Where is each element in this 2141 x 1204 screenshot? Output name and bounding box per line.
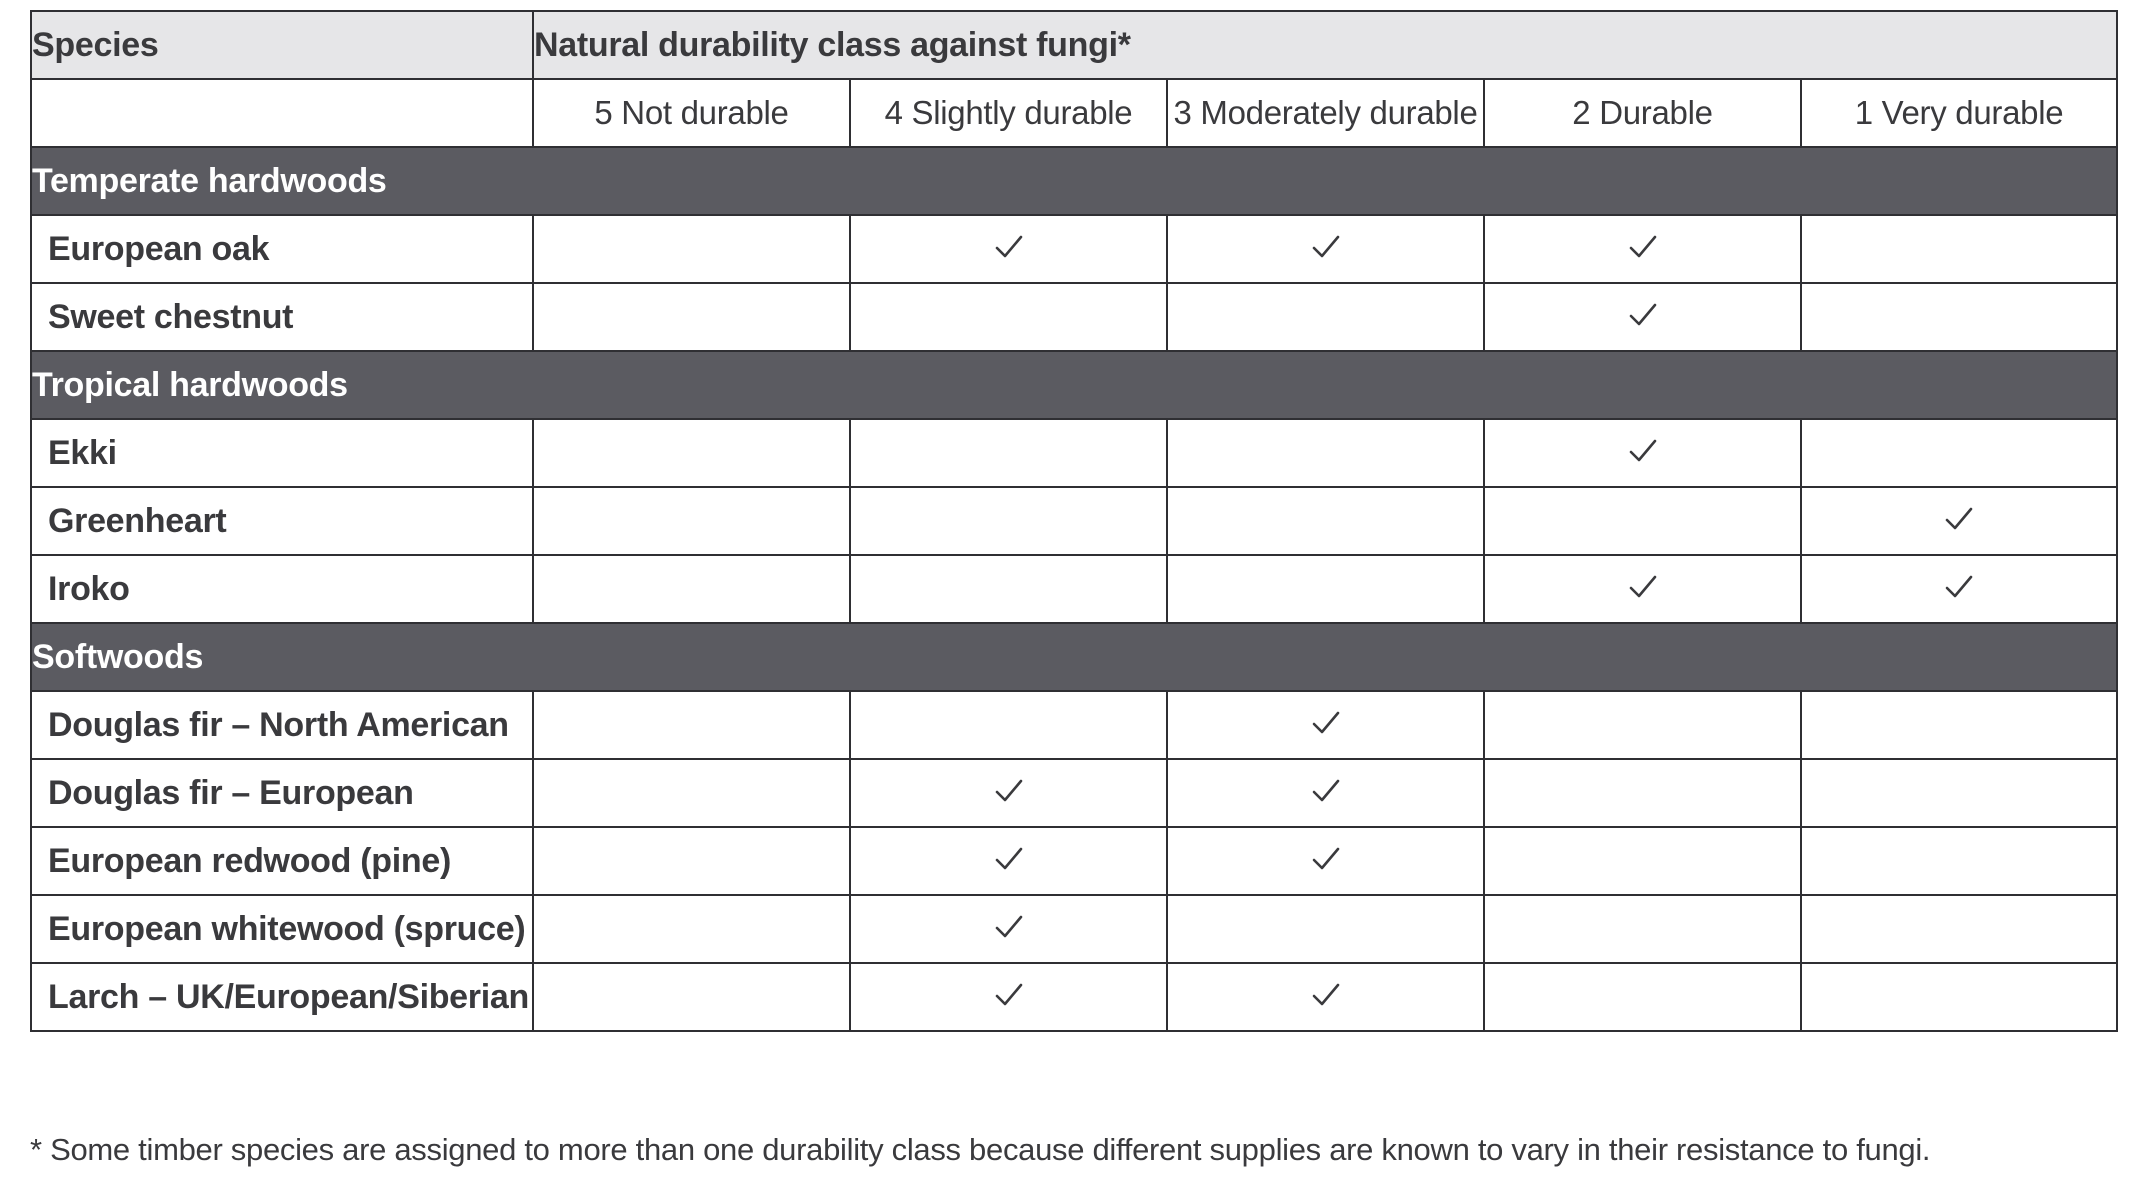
durability-cell xyxy=(1484,963,1801,1031)
species-name: Greenheart xyxy=(31,487,533,555)
durability-cell xyxy=(850,215,1167,283)
table-body xyxy=(31,147,2117,1031)
durability-cell xyxy=(850,963,1167,1031)
durability-cell xyxy=(1801,827,2117,895)
durability-cell xyxy=(850,487,1167,555)
check-icon xyxy=(1311,233,1341,261)
durability-cell xyxy=(533,963,850,1031)
durability-cell xyxy=(1801,487,2117,555)
durability-cell xyxy=(1167,827,1484,895)
check-icon xyxy=(1311,777,1341,805)
table-row xyxy=(31,963,2117,1031)
durability-cell xyxy=(1484,691,1801,759)
species-name: Larch – UK/European/Siberian xyxy=(31,963,533,1031)
check-icon xyxy=(994,913,1024,941)
footnote: * Some timber species are assigned to more than one durability class because different supplies are known to vary in their resistance to fungi. xyxy=(30,1132,1931,1167)
durability-class-header: Natural durability class against fungi* xyxy=(533,11,2117,79)
durability-cell xyxy=(1484,555,1801,623)
durability-cell xyxy=(533,283,850,351)
durability-table xyxy=(30,10,2118,1032)
check-icon xyxy=(1628,573,1658,601)
durability-cell xyxy=(1484,487,1801,555)
species-name: Douglas fir – European xyxy=(31,759,533,827)
check-icon xyxy=(1311,709,1341,737)
species-name: European oak xyxy=(31,215,533,283)
durability-cell xyxy=(1484,895,1801,963)
durability-cell xyxy=(1484,827,1801,895)
group-header-row xyxy=(31,351,2117,419)
check-icon xyxy=(1628,437,1658,465)
durability-cell xyxy=(1801,555,2117,623)
durability-cell xyxy=(1801,283,2117,351)
empty-corner-cell xyxy=(31,79,533,147)
check-icon xyxy=(1944,573,1974,601)
durability-cell xyxy=(1801,215,2117,283)
group-title: Tropical hardwoods xyxy=(31,351,2117,419)
species-name: European redwood (pine) xyxy=(31,827,533,895)
group-title: Softwoods xyxy=(31,623,2117,691)
table-row xyxy=(31,895,2117,963)
check-icon xyxy=(1311,981,1341,1009)
class-label: 2 Durable xyxy=(1484,79,1801,147)
durability-cell xyxy=(1167,895,1484,963)
table-row xyxy=(31,487,2117,555)
durability-cell xyxy=(850,419,1167,487)
durability-cell xyxy=(533,419,850,487)
check-icon xyxy=(1944,505,1974,533)
species-header: Species xyxy=(31,11,533,79)
durability-cell xyxy=(533,555,850,623)
check-icon xyxy=(994,777,1024,805)
durability-cell xyxy=(850,283,1167,351)
durability-cell xyxy=(1167,691,1484,759)
durability-cell xyxy=(1167,487,1484,555)
durability-cell xyxy=(533,895,850,963)
table-row xyxy=(31,215,2117,283)
table-row xyxy=(31,759,2117,827)
species-name: Iroko xyxy=(31,555,533,623)
durability-cell xyxy=(533,759,850,827)
table-row xyxy=(31,555,2117,623)
durability-cell xyxy=(1167,215,1484,283)
durability-cell xyxy=(1801,691,2117,759)
durability-cell xyxy=(1484,759,1801,827)
check-icon xyxy=(1628,301,1658,329)
durability-cell xyxy=(1801,419,2117,487)
species-name: European whitewood (spruce) xyxy=(31,895,533,963)
class-label: 3 Moderately durable xyxy=(1167,79,1484,147)
check-icon xyxy=(994,981,1024,1009)
species-name: Ekki xyxy=(31,419,533,487)
durability-cell xyxy=(850,827,1167,895)
check-icon xyxy=(1628,233,1658,261)
species-name: Sweet chestnut xyxy=(31,283,533,351)
durability-cell xyxy=(850,691,1167,759)
group-title: Temperate hardwoods xyxy=(31,147,2117,215)
durability-cell xyxy=(1167,419,1484,487)
durability-cell xyxy=(850,555,1167,623)
class-label: 5 Not durable xyxy=(533,79,850,147)
group-header-row xyxy=(31,147,2117,215)
durability-cell xyxy=(1167,555,1484,623)
species-name: Douglas fir – North American xyxy=(31,691,533,759)
check-icon xyxy=(994,233,1024,261)
durability-cell xyxy=(533,691,850,759)
durability-cell xyxy=(1801,759,2117,827)
check-icon xyxy=(994,845,1024,873)
durability-cell xyxy=(850,895,1167,963)
durability-cell xyxy=(533,215,850,283)
durability-cell xyxy=(1167,759,1484,827)
durability-cell xyxy=(1484,215,1801,283)
durability-table-container xyxy=(30,10,2118,1032)
table-header-row xyxy=(31,11,2117,79)
durability-cell xyxy=(1801,963,2117,1031)
durability-cell xyxy=(850,759,1167,827)
durability-cell xyxy=(533,827,850,895)
table-row xyxy=(31,419,2117,487)
group-header-row xyxy=(31,623,2117,691)
durability-cell xyxy=(1484,419,1801,487)
table-row xyxy=(31,283,2117,351)
table-row xyxy=(31,827,2117,895)
class-label: 1 Very durable xyxy=(1801,79,2117,147)
durability-cell xyxy=(533,487,850,555)
durability-cell xyxy=(1484,283,1801,351)
durability-cell xyxy=(1801,895,2117,963)
check-icon xyxy=(1311,845,1341,873)
durability-cell xyxy=(1167,963,1484,1031)
class-label: 4 Slightly durable xyxy=(850,79,1167,147)
table-row xyxy=(31,691,2117,759)
durability-cell xyxy=(1167,283,1484,351)
durability-class-row xyxy=(31,79,2117,147)
